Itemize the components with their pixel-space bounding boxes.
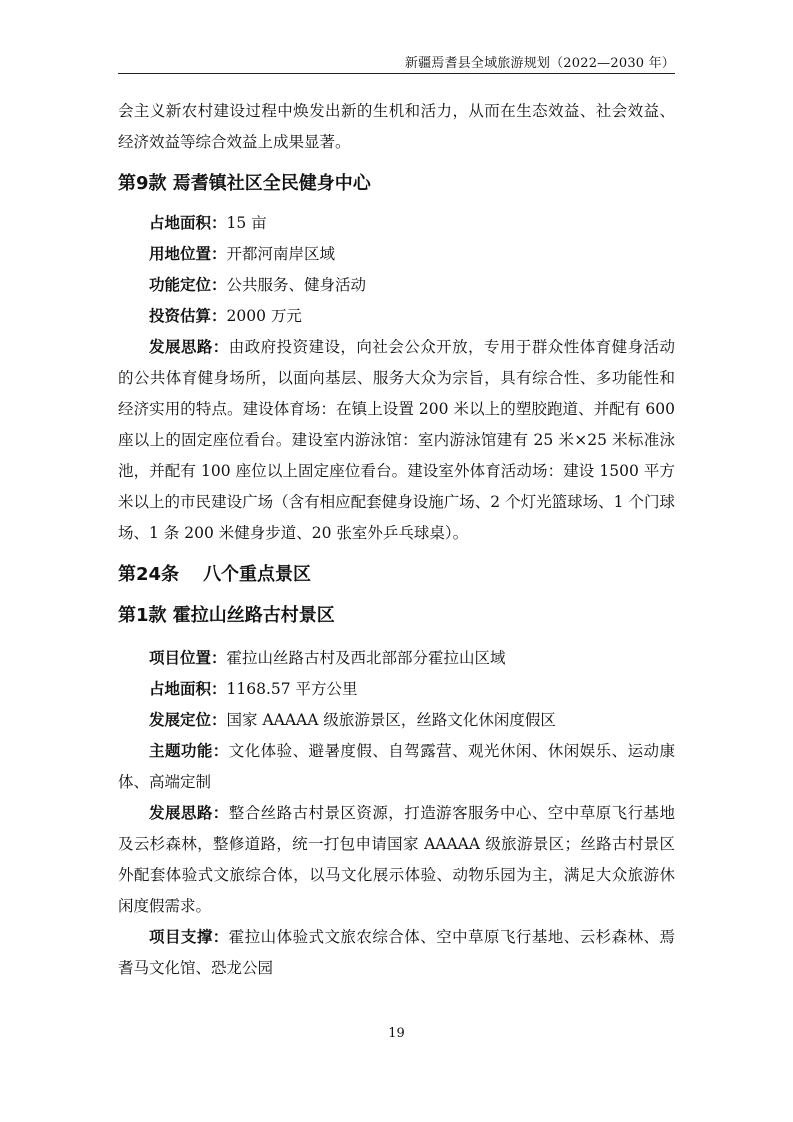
header-rule [118, 73, 675, 74]
field-row [118, 736, 675, 798]
article-title: 八个重点景区 [203, 564, 312, 585]
field-value: 由政府投资建设，向社会公众开放，专用于群众性体育健身活动的公共体育健身场所，以面向基层、服务大众为宗旨，具有综合性、多功能性和经济实用的特点。建设体育场：在镇上设置 200 米以上的塑胶跑道、并配有 600 座以上的固定座位看台。建设室内游泳馆：室内游泳馆建有 25 米×25 米标准泳池，并配有 100 座位以上固定座位看台。建设室外体育活动场：建设 1500 平方米以上的市民建设广场（含有相应配套健身设施广场、2 个灯光篮球场、1 个门球场、1 条 200 米健身步道、20 张室外乒乓球桌）。 [118, 338, 675, 542]
field-row [118, 705, 675, 736]
field-row [118, 332, 675, 549]
section-heading-9: 第9款 焉耆镇社区全民健身中心 [118, 173, 371, 194]
field-label: 主题功能： [149, 742, 229, 760]
field-value: 整合丝路古村景区资源，打造游客服务中心、空中草原飞行基地及云杉森林，整修道路，统一打包申请国家 AAAAA 级旅游景区；丝路古村景区外配套体验式文旅综合体，以马文化展示体验、动物乐园为主，满足大众旅游休闲度假需求。 [118, 804, 675, 915]
field-label: 项目位置： [149, 649, 227, 667]
field-value: 开都河南岸区域 [226, 245, 336, 263]
field-row [118, 239, 675, 270]
field-row [118, 643, 675, 674]
field-value: 国家 AAAAA 级旅游景区，丝路文化休闲度假区 [226, 711, 556, 729]
field-label: 发展思路： [149, 338, 229, 356]
field-label: 占地面积： [149, 214, 227, 232]
field-value: 15 亩 [226, 214, 267, 232]
field-row [118, 674, 675, 705]
page-number: 19 [388, 1026, 405, 1041]
field-label: 功能定位： [149, 276, 227, 294]
page-content [118, 96, 675, 984]
field-label: 项目支撑： [149, 928, 229, 946]
field-label: 发展定位： [149, 711, 227, 729]
field-row [118, 798, 675, 922]
field-row [118, 301, 675, 332]
field-value: 霍拉山体验式文旅农综合体、空中草原飞行基地、云杉森林、焉耆马文化馆、恐龙公园 [118, 928, 675, 977]
field-value: 文化体验、避暑度假、自驾露营、观光休闲、休闲娱乐、运动康体、高端定制 [118, 742, 675, 791]
field-label: 用地位置： [149, 245, 227, 263]
section-heading-1: 第1款 霍拉山丝路古村景区 [118, 605, 335, 626]
continuation-paragraph: 会主义新农村建设过程中焕发出新的生机和活力，从而在生态效益、社会效益、经济效益等综合效益上成果显著。 [118, 102, 675, 151]
field-value: 公共服务、健身活动 [226, 276, 367, 294]
field-label: 发展思路： [149, 804, 229, 822]
field-label: 占地面积： [149, 680, 227, 698]
field-label: 投资估算： [149, 307, 227, 325]
field-value: 2000 万元 [226, 307, 302, 325]
running-header: 新疆焉耆县全域旅游规划（2022—2030 年） [404, 56, 675, 71]
field-row [118, 270, 675, 301]
article-heading-24 [118, 561, 675, 589]
field-row [118, 208, 675, 239]
field-value: 霍拉山丝路古村及西北部部分霍拉山区域 [226, 649, 506, 667]
field-value: 1168.57 平方公里 [226, 680, 358, 698]
field-row [118, 922, 675, 984]
article-number: 第24条 [118, 564, 180, 585]
